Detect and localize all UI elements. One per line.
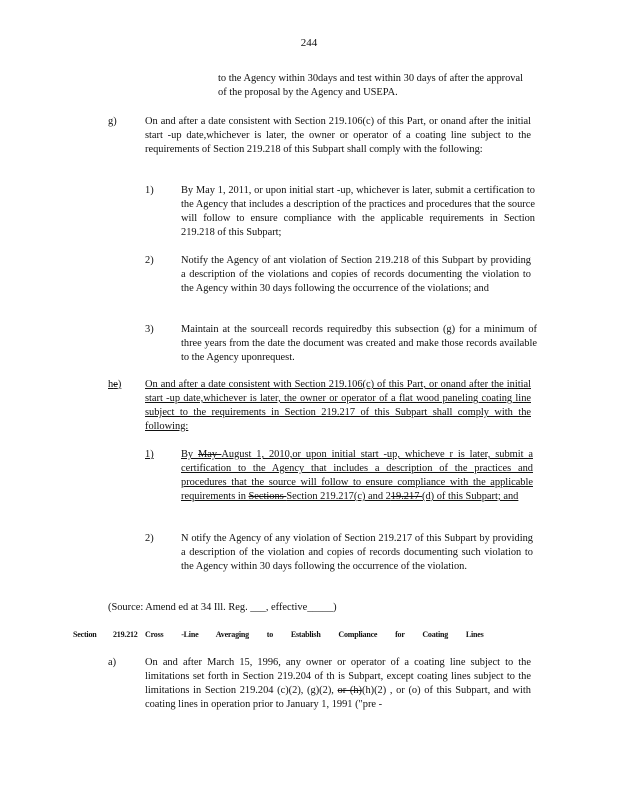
h-item-1-text <box>181 448 533 504</box>
h-item-1-part-3: Section 219.217(c) and 2 <box>286 491 391 502</box>
g-item-3-text: Maintain at the sourceall records requiredby this subsection (g) for a minimum of three years from the date the document was created and make those records available to the Agency uponrequest. <box>181 324 537 363</box>
section-title: Cross -Line Averaging to Establish Compliance for Coating Lines <box>145 630 484 639</box>
h-item-1-struck-3: 19.217 <box>390 491 422 502</box>
subsection-h-marker <box>108 378 121 392</box>
g-item-1-text: By May 1, 2011, or upon initial start -up, whichever is later, submit a certification to the Agency that includes a description of the practices and procedures that the source will follow to ensure compliance with the applicable requirements in Section 219.218 of this Subpart; <box>181 185 535 238</box>
h-marker-new: h <box>108 379 114 390</box>
subsection-a-text <box>145 656 531 712</box>
h-item-1-part-2: August 1, 2010,or upon initial start -up, whicheve r is later, submit a certification to the Agency that includes a description of the practices and procedures that the source will follow to ensure compliance with the applicable requirements in <box>181 449 533 502</box>
g-item-2-text: Notify the Agency of ant violation of Section 219.218 of this Subpart by providing a description of the violations and copies of records documenting the violation to the Agency within 30 days following the occurrence of the violations; and <box>181 255 531 294</box>
g-item-3-marker: 3) <box>145 324 154 335</box>
a-part-2: (h)(2) , or (o) of this Subpart, and with coating lines in operation prior to January 1, 1991 ("pre - <box>145 685 531 710</box>
subsection-g-text: On and after a date consistent with Section 219.106(c) of this Part, or onand after the initial start -up date,whichever is later, the owner or operator of a coating line subject to the requirements of Section 219.218 of this Subpart shall comply with the following: <box>145 116 531 155</box>
subsection-g-marker: g) <box>108 116 117 127</box>
a-part-1: On and after March 15, 1996, any owner or operator of a coating line subject to the limitations set forth in Section 219.204 of th is Subpart, except coating lines subject to the limitations in Section 219.204 (c)(2), (g)(2), <box>145 657 531 696</box>
source-note: (Source: Amend ed at 34 Ill. Reg. ___, effective_____) <box>108 602 337 613</box>
h-marker-close: ) <box>117 379 122 390</box>
subsection-h-text: On and after a date consistent with Section 219.106(c) of this Part, or onand after the initial start -up date,whichever is later, the owner or operator of a flat wood paneling coating line subject to the requirements in Section 219.217 of this Subpart shall comply with the following: <box>145 379 531 432</box>
h-item-2-marker: 2) <box>145 533 154 544</box>
intro-paragraph: to the Agency within 30days and test within 30 days of after the approval of the proposal by the Agency and USEPA. <box>218 73 523 98</box>
h-item-2-text: N otify the Agency of any violation of Section 219.217 of this Subpart by providing a description of the violation and copies of records documenting such violation to the Agency within 30 days following the occurrence of the violation. <box>181 533 533 572</box>
section-code: 219.212 <box>113 630 138 639</box>
g-item-2-marker: 2) <box>145 255 154 266</box>
h-item-1-struck-1: May <box>198 449 222 460</box>
h-item-1-part-1: By <box>181 449 199 460</box>
page-number: 244 <box>300 37 318 49</box>
h-marker-struck: e <box>113 379 118 390</box>
subsection-a-marker: a) <box>108 657 117 668</box>
h-item-1-struck-2: Sections <box>248 491 287 502</box>
g-item-1-marker: 1) <box>145 185 154 196</box>
a-struck: or (h) <box>337 685 362 696</box>
h-item-1-part-4: (d) of this Subpart; and <box>421 491 519 502</box>
h-item-1-marker: 1) <box>145 449 154 460</box>
section-label: Section <box>73 630 97 639</box>
